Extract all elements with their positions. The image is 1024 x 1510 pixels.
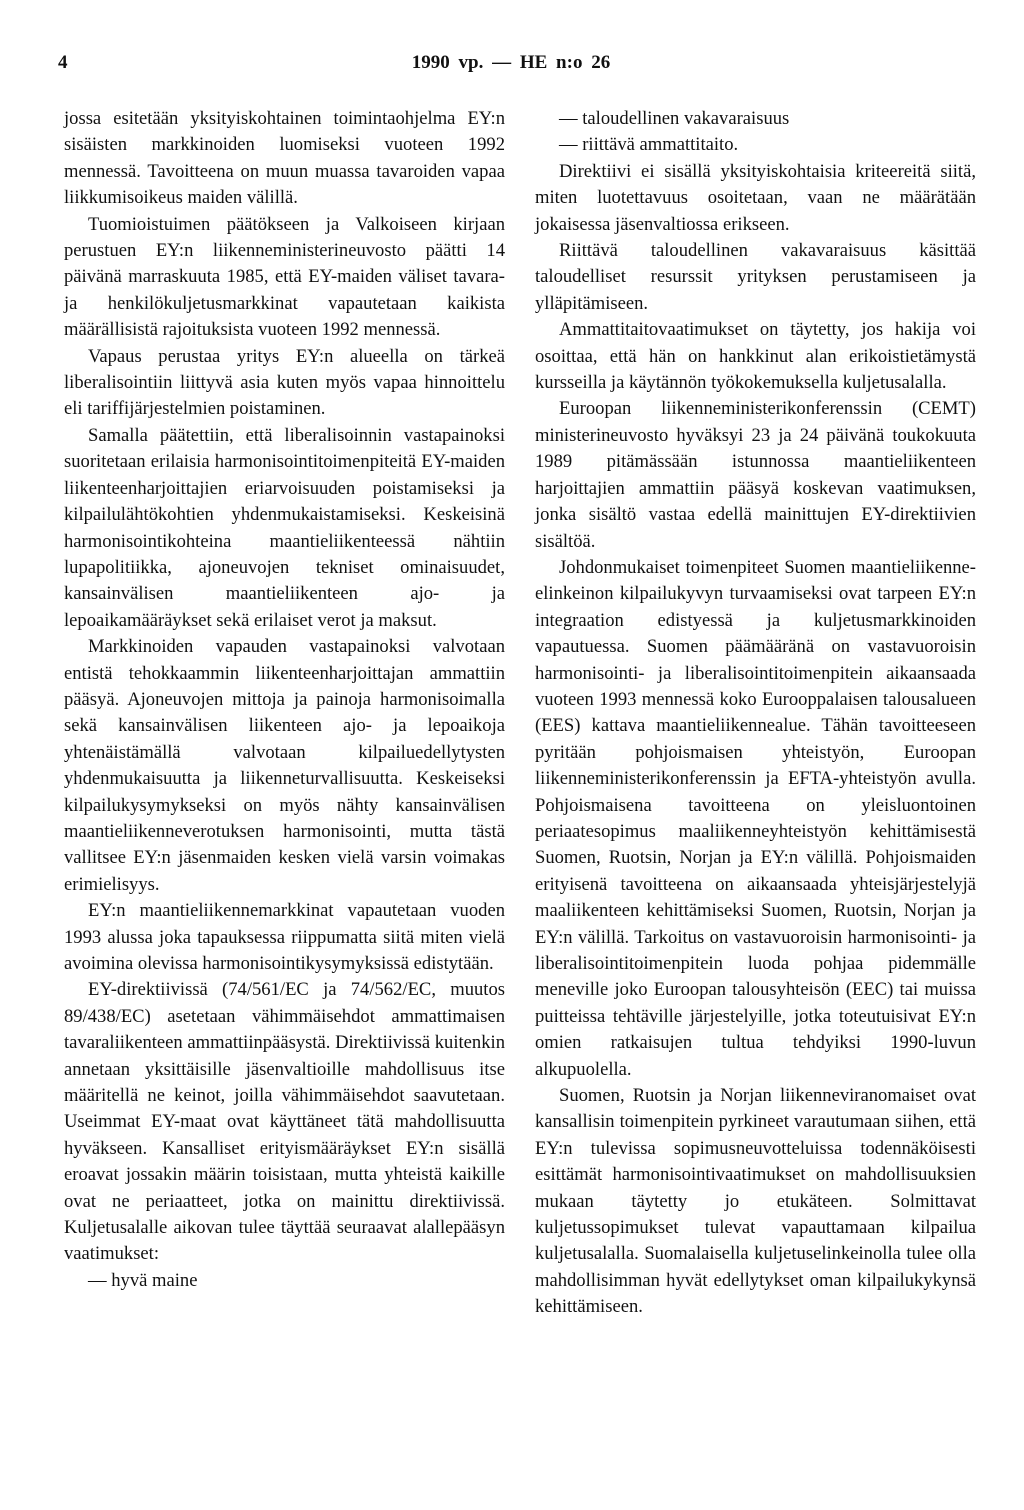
requirement-list-item: — hyvä maine	[88, 1269, 198, 1291]
paragraph: Ammattitaitovaatimukset on täytetty, jos hakija voi osoittaa, että hän on hankkinut alan erikoistietämystä kursseilla ja käytännön työkokemuksella kuljetusalalla.	[535, 319, 976, 394]
paragraph: Direktiivi ei sisällä yksityiskohtaisia kriteereitä siitä, miten luotettavuus osoitetaan, vaan ne määrätään jokaisessa jäsenvaltiossa erikseen.	[535, 160, 976, 235]
paragraph: Samalla päätettiin, että liberalisoinnin vastapainoksi suoritetaan erilaisia harmonisointitoimenpiteitä EY-maiden liikenteenharjoittajien eriarvoisuuden poistamiseksi ja kilpailulähtökohtien yhdenmukaistamiseksi. Keskeisinä harmonisointikohteina maantieliikenteessä nähtiin lupapolitiikka, ajoneuvojen tekniset ominaisuudet, kansainvälisen maantieliikenteen ajo- ja lepoaikamääräykset sekä erilaiset verot ja maksut.	[64, 424, 505, 631]
paragraph: Tuomioistuimen päätökseen ja Valkoiseen kirjaan perustuen EY:n liikenneministerineuvosto päätti 14 päivänä marraskuuta 1985, että EY-maiden väliset tavara- ja henkilökuljetusmarkkinat vapautetaan kaikista määrällisistä rajoituksista vuoteen 1992 mennessä.	[64, 213, 505, 341]
running-head: 1990 vp. — HE n:o 26	[411, 52, 611, 73]
paragraph: Vapaus perustaa yritys EY:n alueella on tärkeä liberalisointiin liittyvä asia kuten myös vapaa hinnoittelu eli tariffijärjestelmien poistaminen.	[64, 345, 505, 420]
paragraph: Markkinoiden vapauden vastapainoksi valvotaan entistä tehokkaammin liikenteenharjoittajan ammattiin pääsyä. Ajoneuvojen mittoja ja painoja harmonisoimalla sekä kansainvälisen liikenteen ajo- ja lepoaikoja yhtenäistämällä valvotaan kilpailuedellytysten yhdenmukaisuutta ja liikenneturvallisuutta. Keskeiseksi kilpailukysymykseksi on myös nähty kansainvälisen maantieliikenneverotuksen harmonisointi, mutta tästä vallitsee EY:n jäsenmaiden kesken vielä varsin voimakas erimielisyys.	[64, 636, 505, 895]
paragraph: Johdonmukaiset toimenpiteet Suomen maantieliikenne-elinkeinon kilpailukyvyn turvaamiseksi ovat tarpeen EY:n integraation edistyessä ja kuljetusmarkkinoiden vapautuessa. Suomen päämääränä on vastavuoroisin harmonisointi- ja liberalisointitoimenpitein aikaansaada vuoteen 1993 mennessä koko Eurooppalaisen talousalueen (EES) kattava maantieliikennealue. Tähän tavoitteeseen pyritään pohjoismaisen yhteistyön, Euroopan liikenneministerikonferenssin ja EFTA-yhteistyön avulla. Pohjoismaisena tavoitteena on yleisluontoinen periaatesopimus maaliikenneyhteistyön kehittämisestä Suomen, Ruotsin, Norjan ja EY:n välillä. Pohjoismaiden erityisenä tavoitteena on aikaansaada yhteisjärjestelyjä maaliikenteen kehittämiseksi Suomen, Ruotsin, Norjan ja EY:n välillä. Tarkoitus on vastavuoroisin harmonisointi- ja liberalisointitoimenpitein luoda pohjaa pidemmälle meneville joko Euroopan talousyhteisön (EEC) tai muissa puitteissa tehtäville järjestelyille, jotka toteutuisivat EY:n omien ratkaisujen tultua tehdyiksi 1990-luvun alkupuolella.	[535, 556, 976, 1080]
paragraph: Riittävä taloudellinen vakavaraisuus käsittää taloudelliset resurssit yrityksen perustamiseen ja ylläpitämiseen.	[535, 240, 976, 314]
left-column	[64, 106, 505, 1294]
page-number: 4	[58, 52, 68, 73]
paragraph: EY-direktiivissä (74/561/EC ja 74/562/EC, muutos 89/438/EC) asetetaan vähimmäisehdot ammattimaisen tavaraliikenteen ammattiinpääsystä. Direktiivissä kuitenkin annetaan yksittäisille jäsenvaltioille mahdollisuus itse määritellä ne keinot, joilla vähimmäisehdot saavutetaan. Useimmat EY-maat ovat käyttäneet tätä mahdollisuutta hyväkseen. Kansalliset erityismääräykset EY:n sisällä eroavat jossakin määrin toisistaan, mutta yhteistä kaikille ovat ne periaatteet, jotka on mainittu direktiivissä. Kuljetusalalle aikovan tulee täyttää seuraavat alallepääsyn vaatimukset:	[64, 979, 505, 1265]
paragraph: Suomen, Ruotsin ja Norjan liikenneviranomaiset ovat kansallisin toimenpitein pyrkineet varautumaan siihen, että EY:n tulevissa sopimusneuvotteluissa todennäköisesti esittämät harmonisointivaatimukset on mahdollisuuksien mukaan täytetty jo etukäteen. Solmittavat kuljetussopimukset tulevat vapauttamaan kilpailua kuljetusalalla. Suomalaisella kuljetuselinkeinolla tulee olla mahdollisimman hyvät edellytykset oman kilpailukykynsä kehittämiseen.	[535, 1085, 976, 1318]
requirement-list-item: — taloudellinen vakavaraisuus	[559, 108, 790, 129]
page-header	[58, 52, 964, 82]
paragraph: EY:n maantieliikennemarkkinat vapautetaan vuoden 1993 alussa joka tapauksessa riippumatta siitä miten vielä avoimina olevissa harmonisointikysymyksissä edistytään.	[64, 900, 505, 974]
paragraph: Euroopan liikenneministerikonferenssin (CEMT) ministerineuvosto hyväksyi 23 ja 24 päivänä toukokuuta 1989 pitämässään istunnossa maantieliikenteen harjoittajien ammattiin pääsyä koskevan vaatimuksen, jonka sisältö vastaa edellä mainittujen EY-direktiivien sisältöä.	[535, 398, 976, 552]
requirement-list-item: — riittävä ammattitaito.	[559, 134, 739, 156]
paragraph: jossa esitetään yksityiskohtainen toimintaohjelma EY:n sisäisten markkinoiden luomiseksi vuoteen 1992 mennessä. Tavoitteena on muun muassa tavaroiden vapaa liikkumisoikeus maiden välillä.	[64, 108, 505, 209]
right-column	[535, 106, 976, 1321]
